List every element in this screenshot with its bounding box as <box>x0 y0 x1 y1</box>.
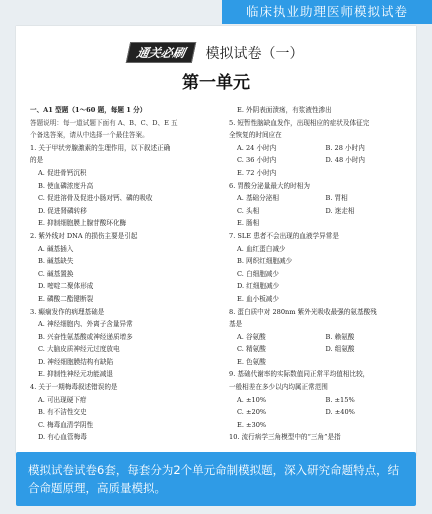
question-text: 一般相差在多少以内均属正常范围 <box>229 383 328 392</box>
option-row <box>229 154 414 167</box>
unit-title: 第一单元 <box>182 73 250 93</box>
question-text: 10. 流行病学三角模型中的“三角”是指 <box>229 433 341 442</box>
option-text: E. 抑制细胞膜上腺苷酸环化酶 <box>38 219 127 228</box>
option-text: B. 赖氨酸 <box>325 332 355 341</box>
badge-label: 通关必刷 <box>126 42 196 63</box>
option-row <box>229 331 414 344</box>
series-title-tag: 临床执业助理医师模拟试卷 <box>222 0 432 24</box>
question-text: 全恢复的时间应在 <box>229 131 282 140</box>
option-text: A. 血红蛋白减少 <box>237 244 286 253</box>
option-text: D. 有心血管梅毒 <box>38 433 87 442</box>
option-text: C. ±20% <box>237 408 267 417</box>
question-text: 2. 紫外线对 DNA 的损伤主要是引起 <box>30 231 138 240</box>
option-text: C. 白细胞减少 <box>237 269 279 278</box>
paper-header <box>16 42 416 63</box>
right-column <box>229 104 414 444</box>
option-text: E. 磷酸二酯键断裂 <box>38 294 94 303</box>
option-row <box>229 205 414 218</box>
option-text: B. 使血磷浓度升高 <box>38 181 94 190</box>
option-text: C. 大脑皮质神经元过度放电 <box>38 345 120 354</box>
promo-banner: 模拟试卷试卷6套，每套分为2个单元命制模拟题，深入研究命题特点，结合命题原理，高质量模拟。 <box>16 452 416 506</box>
option-text: A. ±10% <box>237 395 267 404</box>
option-row <box>229 406 414 419</box>
option-text: E. 色氨酸 <box>237 357 266 366</box>
option-text: E. 肠相 <box>237 219 260 228</box>
question-text: 3. 癫痫发作的病理基础是 <box>30 307 105 316</box>
instruction-text: 答题说明：每一道试题下面有 A、B、C、D、E 五 <box>30 118 178 127</box>
option-text: A. 碱基插入 <box>38 244 74 253</box>
option-text: D. 红细胞减少 <box>237 282 280 291</box>
top-bar <box>0 0 432 24</box>
option-text: B. 碱基缺失 <box>38 257 74 266</box>
option-row <box>229 142 414 155</box>
paper-title: 模拟试卷（一） <box>205 45 304 62</box>
left-column <box>30 104 215 444</box>
option-text: B. 胃相 <box>325 194 348 203</box>
option-text: C. 36 小时内 <box>237 156 277 165</box>
option-text: C. 梅毒血清学阴性 <box>38 420 94 429</box>
instruction-text: 个备选答案，请从中选择一个最佳答案。 <box>30 131 149 140</box>
option-text: B. 网织红细胞减少 <box>237 257 293 266</box>
option-text: E. ±30% <box>237 420 267 429</box>
option-text: A. 24 小时内 <box>237 143 277 152</box>
option-text: D. 迷走相 <box>325 206 355 215</box>
option-text: C. 碱基置换 <box>38 269 74 278</box>
option-text: D. 48 小时内 <box>325 156 366 165</box>
question-text: 5. 短暂性脑缺血发作，出现相应的症状及体征完 <box>229 118 370 127</box>
option-text: D. 组氨酸 <box>325 345 355 354</box>
option-text: A. 可出现硬下疳 <box>38 395 87 404</box>
option-text: B. 兴奋性氨基酸或神经递质增多 <box>38 332 133 341</box>
option-text: C. 头相 <box>237 206 260 215</box>
option-text: A. 促进骨钙沉积 <box>38 168 87 177</box>
option-text: A. 基础分泌相 <box>237 194 279 203</box>
question-text: 的是 <box>30 156 44 165</box>
option-text: D. 促进肾磷转移 <box>38 206 87 215</box>
option-text: D. 神经细胞膜结构有缺陷 <box>38 357 114 366</box>
option-text: E. 72 小时内 <box>237 168 277 177</box>
option-text: C. 精氨酸 <box>237 345 266 354</box>
option-text: B. 28 小时内 <box>325 143 365 152</box>
option-text: D. 嘧啶二聚体形成 <box>38 282 94 291</box>
option-text: B. 有不洁性交史 <box>38 408 87 417</box>
exam-paper-preview <box>16 26 416 456</box>
option-text: D. ±40% <box>325 408 355 417</box>
option-text: C. 促进溶骨及促进小肠对钙、磷的吸收 <box>38 194 153 203</box>
option-text: E. 血小板减少 <box>237 294 279 303</box>
option-row <box>229 394 414 407</box>
question-text: 6. 胃酸分泌量最大的时相为 <box>229 181 310 190</box>
question-text: 4. 关于一期梅毒叙述错误的是 <box>30 383 118 392</box>
option-text: E. 抑制性神经元功能减退 <box>38 370 113 379</box>
question-text: 9. 基础代谢率的实际数值同正常平均值相比较， <box>229 370 370 379</box>
option-row <box>229 343 414 356</box>
question-text: 基是 <box>229 320 243 329</box>
question-text: 7. SLE 患者不会出现的血液学异常是 <box>229 231 339 240</box>
option-row <box>229 192 414 205</box>
option-text: B. ±15% <box>325 395 355 404</box>
option-text: A. 谷氨酸 <box>237 332 266 341</box>
section-heading: 一、A1 型题（1～60 题，每题 1 分） <box>30 106 147 114</box>
question-text: 1. 关于甲状旁腺激素的生理作用，以下叙述正确 <box>30 143 171 152</box>
option-text: A. 神经细胞内、外离子含量异常 <box>38 320 133 329</box>
option-text: E. 外阴表面溃疡，有浆液性渗出 <box>237 106 332 114</box>
question-text: 8. 蛋白质中对 280nm 紫外光吸收最强的氨基酸残 <box>229 307 377 316</box>
